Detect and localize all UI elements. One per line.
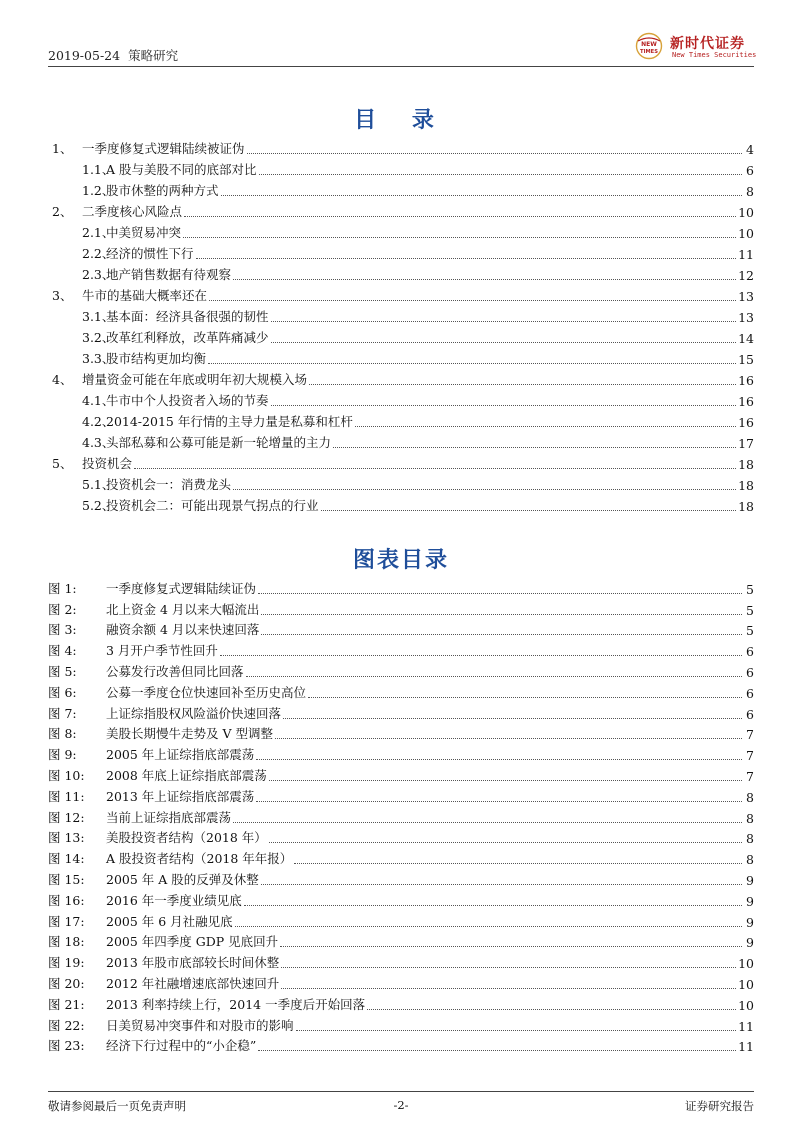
entry-title: 经济的惯性下行 (106, 246, 194, 261)
toc-entry[interactable] (48, 325, 754, 346)
toc-entry[interactable] (48, 304, 754, 325)
figure-entry[interactable] (48, 763, 754, 784)
entry-page: 6 (746, 644, 754, 660)
entry-page: 5 (746, 602, 754, 618)
dot-leader (269, 780, 742, 781)
entry-page: 8 (746, 789, 754, 805)
figure-entry[interactable] (48, 722, 754, 743)
figures-title: 图表目录 (352, 548, 449, 573)
entry-page: 16 (738, 373, 754, 388)
entry-title: 基本面：经济具备很强的韧性 (106, 309, 269, 324)
toc-entry[interactable] (48, 346, 754, 367)
entry-number: 4.1、 (82, 393, 115, 408)
entry-title: 投资机会二：可能出现景气拐点的行业 (106, 498, 319, 513)
entry-title: 3 月开户季节性回升 (106, 643, 218, 659)
toc-entry[interactable] (48, 241, 754, 262)
logo-english-name: New Times Securities (672, 51, 757, 59)
toc-entry[interactable] (48, 430, 754, 451)
entry-title: 公募发行改善但同比回落 (106, 663, 244, 679)
dot-leader (233, 279, 736, 280)
entry-title: 2016 年一季度业绩见底 (106, 892, 242, 908)
dot-leader (261, 884, 742, 885)
table-of-contents (48, 136, 754, 514)
toc-entry[interactable] (48, 493, 754, 514)
report-type: 证券研究报告 (685, 1099, 754, 1113)
dot-leader (246, 676, 742, 677)
entry-page: 13 (738, 310, 754, 325)
entry-title: 2005 年四季度 GDP 见底回升 (106, 934, 279, 950)
entry-number: 3.1、 (82, 309, 115, 324)
dot-leader (269, 842, 742, 843)
dot-leader (220, 655, 742, 656)
entry-number: 图 13: (48, 830, 85, 846)
entry-page: 4 (746, 142, 754, 157)
entry-page: 9 (746, 872, 754, 888)
entry-page: 8 (746, 810, 754, 826)
entry-number: 图 23: (48, 1038, 85, 1054)
entry-page: 15 (738, 352, 754, 367)
figure-entry[interactable] (48, 680, 754, 701)
figure-entry[interactable] (48, 784, 754, 805)
dot-leader (233, 822, 742, 823)
entry-page: 8 (746, 852, 754, 868)
entry-title: 中美贸易冲突 (106, 225, 182, 240)
entry-title: 牛市中个人投资者入场的节奏 (106, 393, 269, 408)
entry-page: 18 (738, 457, 754, 472)
entry-title: 二季度核心风险点 (82, 204, 183, 219)
entry-number: 图 15: (48, 871, 85, 887)
entry-page: 11 (738, 1039, 754, 1055)
entry-number: 3、 (52, 288, 73, 303)
dot-leader (281, 988, 736, 989)
entry-number: 图 14: (48, 851, 85, 867)
figure-entry[interactable] (48, 805, 754, 826)
entry-page: 10 (738, 976, 754, 992)
entry-page: 18 (738, 478, 754, 493)
entry-number: 2.1、 (82, 225, 115, 240)
entry-title: 公募一季度仓位快速回补至历史高位 (106, 684, 307, 700)
entry-title: 投资机会 (82, 456, 133, 471)
entry-number: 5.1、 (82, 477, 115, 492)
toc-entry[interactable] (48, 157, 754, 178)
dot-leader (321, 510, 737, 511)
logo-mark-text-bottom: TIMES (640, 49, 658, 55)
disclaimer-note: 敬请参阅最后一页免责声明 (48, 1099, 186, 1113)
dot-leader (184, 216, 736, 217)
figure-entry[interactable] (48, 846, 754, 867)
entry-title: 改革红利释放，改革阵痛减少 (106, 330, 269, 345)
toc-entry[interactable] (48, 388, 754, 409)
entry-page: 10 (738, 226, 754, 241)
figure-entry[interactable] (48, 1034, 754, 1055)
entry-title: 头部私募和公募可能是新一轮增量的主力 (106, 435, 332, 450)
entry-page: 9 (746, 893, 754, 909)
entry-number: 图 7: (48, 705, 77, 721)
entry-number: 图 21: (48, 996, 85, 1012)
figure-entry[interactable] (48, 867, 754, 888)
toc-entry[interactable] (48, 409, 754, 430)
entry-page: 5 (746, 581, 754, 597)
entry-page: 8 (746, 184, 754, 199)
report-date: 2019-05-24 (48, 48, 121, 63)
entry-title: 日美贸易冲突事件和对股市的影响 (106, 1017, 294, 1033)
dot-leader (258, 1050, 736, 1051)
entry-number: 图 17: (48, 913, 85, 929)
entry-number: 图 2: (48, 601, 77, 617)
entry-page: 5 (746, 623, 754, 639)
entry-page: 10 (738, 956, 754, 972)
dot-leader (244, 905, 742, 906)
figure-entry[interactable] (48, 950, 754, 971)
entry-title: 北上资金 4 月以来大幅流出 (106, 601, 260, 617)
dot-leader (309, 384, 736, 385)
entry-number: 图 22: (48, 1017, 85, 1033)
toc-entry[interactable] (48, 367, 754, 388)
dot-leader (261, 634, 742, 635)
dot-leader (355, 426, 736, 427)
entry-title: A 股投资者结构（2018 年年报） (106, 851, 293, 867)
page-header (48, 30, 757, 64)
entry-page: 6 (746, 163, 754, 178)
entry-title: 一季度修复式逻辑陆续证伪 (106, 580, 257, 596)
entry-number: 图 18: (48, 934, 85, 950)
toc-entry[interactable] (48, 472, 754, 493)
entry-number: 4、 (52, 372, 73, 387)
entry-title: 融资余额 4 月以来快速回落 (106, 622, 260, 638)
dot-leader (256, 759, 742, 760)
dot-leader (281, 967, 736, 968)
entry-title: 增量资金可能在年底或明年初大规模入场 (82, 372, 308, 387)
entry-title: 2013 利率持续上行，2014 一季度后开始回落 (106, 996, 366, 1012)
entry-number: 3.2、 (82, 330, 115, 345)
figure-entry[interactable] (48, 909, 754, 930)
entry-title: 2005 年上证综指底部震荡 (106, 747, 255, 763)
entry-page: 17 (738, 436, 754, 451)
entry-number: 3.3、 (82, 351, 115, 366)
dot-leader (271, 342, 737, 343)
entry-title: A 股与美股不同的底部对比 (106, 162, 257, 177)
entry-page: 11 (738, 247, 754, 262)
entry-page: 6 (746, 664, 754, 680)
entry-title: 牛市的基础大概率还在 (82, 288, 208, 303)
figure-entry[interactable] (48, 742, 754, 763)
entry-number: 4.3、 (82, 435, 115, 450)
entry-page: 13 (738, 289, 754, 304)
entry-title: 地产销售数据有待观察 (106, 267, 232, 282)
dot-leader (247, 153, 742, 154)
header-divider (48, 66, 754, 67)
logo-mark-icon (632, 32, 668, 60)
entry-title: 经济下行过程中的“小企稳” (106, 1038, 257, 1054)
entry-number: 图 9: (48, 747, 77, 763)
figure-entry[interactable] (48, 930, 754, 951)
entry-number: 图 10: (48, 767, 85, 783)
figure-entry[interactable] (48, 1013, 754, 1034)
page-number: -2- (393, 1098, 409, 1112)
entry-page: 6 (746, 685, 754, 701)
toc-entry[interactable] (48, 262, 754, 283)
dot-leader (296, 1030, 737, 1031)
dot-leader (208, 363, 736, 364)
dot-leader (367, 1009, 736, 1010)
toc-entry[interactable] (48, 178, 754, 199)
dot-leader (221, 195, 742, 196)
dot-leader (271, 321, 737, 322)
page-footer (48, 1098, 754, 1116)
dot-leader (134, 468, 736, 469)
dot-leader (258, 593, 742, 594)
entry-title: 2008 年底上证综指底部震荡 (106, 767, 267, 783)
figure-index (48, 576, 754, 1054)
dot-leader (183, 237, 736, 238)
toc-entry[interactable] (48, 283, 754, 304)
entry-number: 图 4: (48, 643, 77, 659)
entry-number: 2、 (52, 204, 73, 219)
entry-page: 16 (738, 415, 754, 430)
entry-page: 18 (738, 499, 754, 514)
dot-leader (235, 926, 742, 927)
dot-leader (294, 863, 742, 864)
dot-leader (256, 801, 742, 802)
figure-entry[interactable] (48, 597, 754, 618)
entry-title: 投资机会一：消费龙头 (106, 477, 232, 492)
entry-title: 美股长期慢牛走势及 V 型调整 (106, 726, 273, 742)
entry-title: 股市休整的两种方式 (106, 183, 219, 198)
figure-entry[interactable] (48, 826, 754, 847)
entry-number: 图 20: (48, 975, 85, 991)
toc-entry[interactable] (48, 199, 754, 220)
entry-title: 当前上证综指底部震荡 (106, 809, 232, 825)
dot-leader (196, 258, 737, 259)
entry-title: 2013 年上证综指底部震荡 (106, 788, 255, 804)
entry-page: 14 (738, 331, 754, 346)
entry-page: 11 (738, 1018, 754, 1034)
figure-entry[interactable] (48, 659, 754, 680)
dot-leader (280, 946, 742, 947)
entry-number: 图 19: (48, 955, 85, 971)
dot-leader (283, 718, 742, 719)
entry-number: 图 5: (48, 663, 77, 679)
entry-page: 7 (746, 768, 754, 784)
entry-page: 8 (746, 831, 754, 847)
dot-leader (261, 614, 742, 615)
entry-number: 图 12: (48, 809, 85, 825)
figure-entry[interactable] (48, 701, 754, 722)
toc-entry[interactable] (48, 220, 754, 241)
entry-number: 图 8: (48, 726, 77, 742)
entry-number: 图 1: (48, 580, 77, 596)
dot-leader (233, 489, 736, 490)
entry-title: 美股投资者结构（2018 年） (106, 830, 267, 846)
dot-leader (308, 697, 742, 698)
figure-entry[interactable] (48, 638, 754, 659)
entry-title: 2005 年 6 月社融见底 (106, 913, 233, 929)
entry-page: 7 (746, 748, 754, 764)
figure-entry[interactable] (48, 576, 754, 597)
figure-entry[interactable] (48, 888, 754, 909)
entry-page: 10 (738, 997, 754, 1013)
header-meta (48, 46, 178, 64)
dot-leader (333, 447, 736, 448)
entry-number: 1.2、 (82, 183, 115, 198)
entry-number: 图 6: (48, 684, 77, 700)
entry-title: 2014-2015 年行情的主导力量是私募和杠杆 (106, 414, 353, 429)
entry-title: 2013 年股市底部较长时间休整 (106, 955, 280, 971)
entry-number: 图 11: (48, 788, 85, 804)
toc-entry[interactable] (48, 451, 754, 472)
entry-page: 9 (746, 914, 754, 930)
report-category: 策略研究 (128, 48, 179, 63)
entry-page: 16 (738, 394, 754, 409)
company-logo (632, 30, 757, 64)
entry-number: 1、 (52, 141, 73, 156)
entry-page: 9 (746, 935, 754, 951)
toc-entry[interactable] (48, 136, 754, 157)
entry-page: 12 (738, 268, 754, 283)
dot-leader (209, 300, 736, 301)
entry-title: 2012 年社融增速底部快速回升 (106, 975, 280, 991)
entry-title: 上证综指股权风险溢价快速回落 (106, 705, 282, 721)
entry-page: 6 (746, 706, 754, 722)
toc-title: 目 录 (354, 108, 448, 133)
logo-chinese-name: 新时代证券 (670, 36, 745, 52)
entry-number: 图 16: (48, 892, 85, 908)
logo-mark-text-top: NEW (641, 41, 657, 48)
dot-leader (271, 405, 737, 406)
figure-entry[interactable] (48, 971, 754, 992)
dot-leader (259, 174, 742, 175)
entry-number: 4.2、 (82, 414, 115, 429)
figure-entry[interactable] (48, 618, 754, 639)
dot-leader (275, 738, 742, 739)
entry-page: 7 (746, 727, 754, 743)
entry-title: 股市结构更加均衡 (106, 351, 207, 366)
footer-divider (48, 1091, 754, 1092)
entry-title: 一季度修复式逻辑陆续被证伪 (82, 141, 245, 156)
entry-page: 10 (738, 205, 754, 220)
entry-number: 5.2、 (82, 498, 115, 513)
entry-number: 图 3: (48, 622, 77, 638)
entry-number: 5、 (52, 456, 73, 471)
entry-title: 2005 年 A 股的反弹及休整 (106, 871, 259, 887)
entry-number: 2.2、 (82, 246, 115, 261)
entry-number: 1.1、 (82, 162, 115, 177)
figure-entry[interactable] (48, 992, 754, 1013)
entry-number: 2.3、 (82, 267, 115, 282)
